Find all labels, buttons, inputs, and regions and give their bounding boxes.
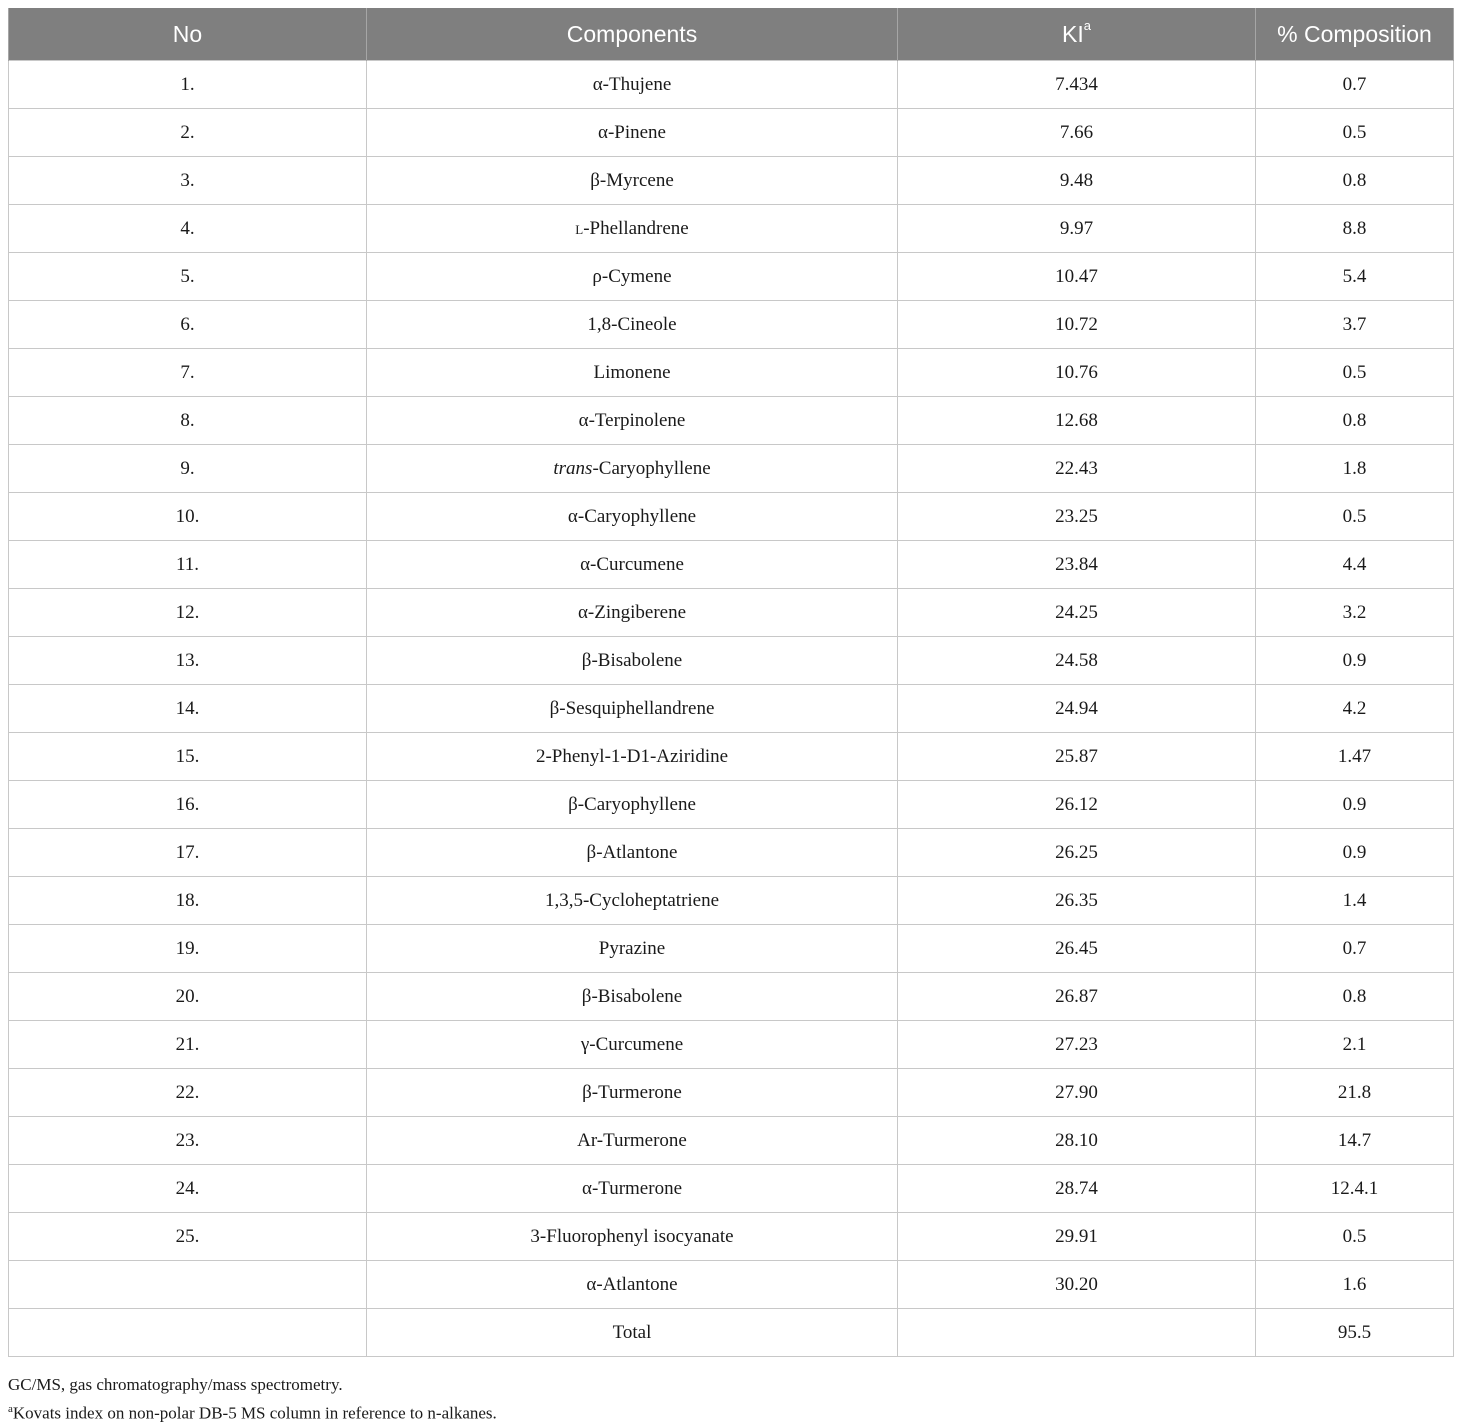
component-name: β-Atlantone	[586, 841, 678, 863]
footnote-ki	[8, 1397, 497, 1426]
cell-no	[9, 1309, 367, 1357]
cell-composition: 0.5	[1256, 109, 1454, 157]
cell-no: 24.	[9, 1165, 367, 1213]
table-row	[9, 1117, 1454, 1165]
table-row	[9, 829, 1454, 877]
cell-no: 15.	[9, 733, 367, 781]
cell-composition: 21.8	[1256, 1069, 1454, 1117]
cell-no: 18.	[9, 877, 367, 925]
cell-ki: 26.35	[898, 877, 1256, 925]
cell-no: 9.	[9, 445, 367, 493]
cell-component	[367, 541, 898, 589]
cell-composition: 0.9	[1256, 829, 1454, 877]
cell-ki: 7.66	[898, 109, 1256, 157]
component-name: 3-Fluorophenyl isocyanate	[530, 1225, 734, 1247]
cell-ki: 25.87	[898, 733, 1256, 781]
table-row	[9, 1165, 1454, 1213]
cell-composition: 0.8	[1256, 397, 1454, 445]
table-row	[9, 1069, 1454, 1117]
cell-component	[367, 1309, 898, 1357]
cell-composition: 14.7	[1256, 1117, 1454, 1165]
cell-component	[367, 1069, 898, 1117]
cell-ki	[898, 1309, 1256, 1357]
table-row	[9, 349, 1454, 397]
component-name: β-Caryophyllene	[568, 793, 696, 815]
table-row	[9, 397, 1454, 445]
cell-ki: 22.43	[898, 445, 1256, 493]
component-name: α-Pinene	[598, 121, 666, 143]
component-name: β-Bisabolene	[581, 985, 683, 1007]
cell-composition: 0.5	[1256, 349, 1454, 397]
cell-no: 2.	[9, 109, 367, 157]
table-row	[9, 205, 1454, 253]
cell-no: 8.	[9, 397, 367, 445]
table-row	[9, 301, 1454, 349]
component-name: Total	[612, 1321, 652, 1343]
cell-composition: 4.2	[1256, 685, 1454, 733]
cell-no: 6.	[9, 301, 367, 349]
cell-ki: 23.25	[898, 493, 1256, 541]
table-row	[9, 589, 1454, 637]
component-name: ρ-Cymene	[592, 265, 672, 287]
header-components: Components	[367, 8, 898, 61]
cell-component	[367, 1213, 898, 1261]
cell-ki: 12.68	[898, 397, 1256, 445]
component-name: -Caryophyllene	[592, 457, 711, 479]
component-name: α-Terpinolene	[578, 409, 686, 431]
cell-component	[367, 973, 898, 1021]
cell-composition: 0.8	[1256, 973, 1454, 1021]
cell-composition: 0.5	[1256, 493, 1454, 541]
cell-component	[367, 925, 898, 973]
cell-component	[367, 877, 898, 925]
cell-no: 25.	[9, 1213, 367, 1261]
cell-composition: 4.4	[1256, 541, 1454, 589]
cell-component	[367, 445, 898, 493]
cell-no: 11.	[9, 541, 367, 589]
cell-composition: 1.8	[1256, 445, 1454, 493]
cell-ki: 29.91	[898, 1213, 1256, 1261]
table-row	[9, 925, 1454, 973]
table-row	[9, 1021, 1454, 1069]
cell-component	[367, 397, 898, 445]
table-header-row	[9, 8, 1454, 61]
cell-no: 4.	[9, 205, 367, 253]
cell-ki: 24.25	[898, 589, 1256, 637]
cell-no: 12.	[9, 589, 367, 637]
cell-no: 16.	[9, 781, 367, 829]
table-row	[9, 541, 1454, 589]
composition-table	[8, 8, 1454, 1357]
cell-composition: 1.4	[1256, 877, 1454, 925]
cell-no: 17.	[9, 829, 367, 877]
component-name: 1,8-Cineole	[587, 313, 677, 335]
component-prefix: l	[575, 217, 584, 239]
cell-no: 1.	[9, 61, 367, 109]
component-name: Ar-Turmerone	[577, 1129, 687, 1151]
cell-component	[367, 1117, 898, 1165]
footnote-ki-sup: a	[8, 1403, 13, 1415]
cell-no: 10.	[9, 493, 367, 541]
cell-no: 23.	[9, 1117, 367, 1165]
cell-composition: 0.9	[1256, 781, 1454, 829]
table-footnotes	[8, 1373, 497, 1426]
table-row	[9, 733, 1454, 781]
cell-composition: 1.47	[1256, 733, 1454, 781]
component-name: Limonene	[593, 361, 671, 383]
table-row	[9, 157, 1454, 205]
cell-ki: 26.45	[898, 925, 1256, 973]
footnote-ki-text: Kovats index on non-polar DB-5 MS column in reference to n-alkanes.	[12, 1403, 497, 1423]
cell-no: 22.	[9, 1069, 367, 1117]
cell-composition: 0.7	[1256, 925, 1454, 973]
cell-no: 3.	[9, 157, 367, 205]
cell-no: 5.	[9, 253, 367, 301]
header-ki-label: KI	[1062, 20, 1084, 47]
table-row	[9, 445, 1454, 493]
cell-ki: 9.97	[898, 205, 1256, 253]
cell-ki: 7.434	[898, 61, 1256, 109]
component-name: Pyrazine	[598, 937, 666, 959]
cell-ki: 26.25	[898, 829, 1256, 877]
cell-composition: 0.8	[1256, 157, 1454, 205]
header-composition: % Composition	[1256, 8, 1454, 61]
component-name: -Phellandrene	[583, 217, 689, 239]
table-row	[9, 253, 1454, 301]
cell-composition: 95.5	[1256, 1309, 1454, 1357]
header-ki	[898, 8, 1256, 61]
component-name: α-Zingiberene	[577, 601, 687, 623]
cell-component	[367, 733, 898, 781]
cell-composition: 12.4.1	[1256, 1165, 1454, 1213]
component-name: β-Sesquiphellandrene	[549, 697, 715, 719]
table-row	[9, 1213, 1454, 1261]
cell-ki: 27.23	[898, 1021, 1256, 1069]
cell-component	[367, 829, 898, 877]
cell-composition: 0.5	[1256, 1213, 1454, 1261]
component-name: α-Turmerone	[581, 1177, 683, 1199]
cell-ki: 30.20	[898, 1261, 1256, 1309]
cell-composition: 8.8	[1256, 205, 1454, 253]
component-name: β-Bisabolene	[581, 649, 683, 671]
table-row	[9, 973, 1454, 1021]
table-row	[9, 877, 1454, 925]
cell-component	[367, 1021, 898, 1069]
component-name: α-Caryophyllene	[567, 505, 697, 527]
cell-composition: 3.2	[1256, 589, 1454, 637]
cell-component	[367, 637, 898, 685]
cell-component	[367, 109, 898, 157]
component-name: 2-Phenyl-1-D1-Aziridine	[535, 745, 729, 767]
cell-component	[367, 349, 898, 397]
table-row	[9, 1261, 1454, 1309]
cell-component	[367, 301, 898, 349]
cell-component	[367, 493, 898, 541]
cell-component	[367, 205, 898, 253]
cell-no	[9, 1261, 367, 1309]
cell-ki: 26.87	[898, 973, 1256, 1021]
cell-component	[367, 1261, 898, 1309]
cell-component	[367, 253, 898, 301]
header-no: No	[9, 8, 367, 61]
table-row	[9, 637, 1454, 685]
cell-no: 14.	[9, 685, 367, 733]
footnote-abbreviation: GC/MS, gas chromatography/mass spectrometry.	[8, 1375, 343, 1394]
cell-ki: 24.58	[898, 637, 1256, 685]
cell-ki: 27.90	[898, 1069, 1256, 1117]
cell-composition: 0.7	[1256, 61, 1454, 109]
table-row	[9, 61, 1454, 109]
cell-component	[367, 685, 898, 733]
table-row	[9, 685, 1454, 733]
component-italic: trans	[553, 457, 593, 479]
cell-ki: 9.48	[898, 157, 1256, 205]
cell-no: 20.	[9, 973, 367, 1021]
cell-composition: 5.4	[1256, 253, 1454, 301]
component-name: α-Atlantone	[586, 1273, 678, 1295]
cell-composition: 1.6	[1256, 1261, 1454, 1309]
component-name: 1,3,5-Cycloheptatriene	[544, 889, 720, 911]
cell-no: 13.	[9, 637, 367, 685]
cell-composition: 3.7	[1256, 301, 1454, 349]
component-name: β-Turmerone	[582, 1081, 682, 1103]
table-row	[9, 781, 1454, 829]
cell-ki: 10.47	[898, 253, 1256, 301]
table-row	[9, 1309, 1454, 1357]
cell-component	[367, 1165, 898, 1213]
table-row	[9, 493, 1454, 541]
cell-ki: 10.72	[898, 301, 1256, 349]
cell-component	[367, 589, 898, 637]
component-name: α-Curcumene	[580, 553, 684, 575]
component-name: γ-Curcumene	[580, 1033, 684, 1055]
cell-ki: 28.10	[898, 1117, 1256, 1165]
cell-no: 7.	[9, 349, 367, 397]
header-ki-sup: a	[1083, 17, 1091, 33]
cell-composition: 2.1	[1256, 1021, 1454, 1069]
cell-ki: 28.74	[898, 1165, 1256, 1213]
component-name: α-Thujene	[592, 73, 672, 95]
cell-ki: 10.76	[898, 349, 1256, 397]
cell-ki: 23.84	[898, 541, 1256, 589]
cell-composition: 0.9	[1256, 637, 1454, 685]
table-row	[9, 109, 1454, 157]
cell-ki: 26.12	[898, 781, 1256, 829]
component-name: β-Myrcene	[590, 169, 674, 191]
cell-component	[367, 61, 898, 109]
cell-component	[367, 781, 898, 829]
cell-ki: 24.94	[898, 685, 1256, 733]
cell-component	[367, 157, 898, 205]
cell-no: 21.	[9, 1021, 367, 1069]
composition-table-container	[8, 8, 1453, 1357]
table-body	[9, 61, 1454, 1357]
cell-no: 19.	[9, 925, 367, 973]
